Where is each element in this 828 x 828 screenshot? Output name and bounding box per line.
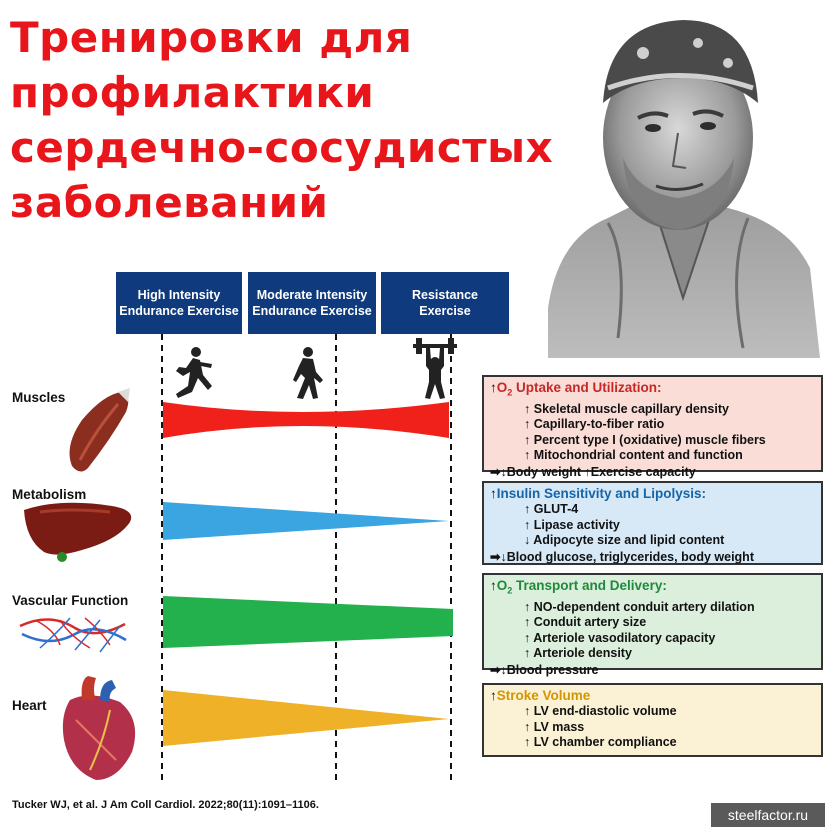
box-result: ➡↓Blood glucose, triglycerides, body weight	[490, 549, 754, 564]
box-item-text: Mitochondrial content and function	[533, 448, 743, 463]
title-line: заболеваний	[10, 178, 329, 227]
box-item	[490, 720, 815, 736]
arrow-icon: ↑	[524, 448, 531, 463]
box-title-text: O	[496, 578, 508, 593]
vessels-icon	[20, 618, 126, 652]
watermark: steelfactor.ru	[711, 803, 825, 827]
box-item-text: Adipocyte size and lipid content	[533, 533, 725, 548]
box-item-text: Skeletal muscle capillary density	[533, 401, 729, 416]
box-item-text: Percent type I (oxidative) muscle fibers	[533, 432, 766, 447]
box-item	[490, 433, 815, 449]
row-label-metabolism: Metabolism	[12, 487, 87, 502]
heart-icon	[63, 676, 135, 780]
title-line: Тренировки для	[10, 13, 413, 62]
box-item	[490, 615, 815, 631]
vascular-band	[163, 596, 453, 648]
arrow-icon: ↑	[524, 432, 531, 447]
up-arrow-icon: ↑	[490, 578, 497, 593]
box-title-text: Uptake and Utilization:	[512, 380, 662, 395]
box-item-text: Arteriole vasodilatory capacity	[533, 630, 716, 645]
box-item-text: Arteriole density	[533, 646, 632, 661]
box-item-text: LV mass	[533, 719, 585, 734]
stroke-volume-box	[482, 683, 823, 757]
box-item-text: Capillary-to-fiber ratio	[533, 417, 665, 432]
arrow-icon: ↑	[524, 646, 531, 661]
row-label-vascular: Vascular Function	[12, 593, 129, 608]
header-line: Endurance Exercise	[119, 304, 239, 318]
header-line: Resistance	[411, 288, 478, 302]
row-label-muscles: Muscles	[12, 390, 66, 405]
box-item-text: LV end-diastolic volume	[533, 704, 677, 718]
walker-icon	[293, 347, 323, 399]
box-item	[490, 735, 815, 751]
arrow-icon: ↑	[524, 502, 531, 516]
box-item	[490, 502, 815, 518]
liver-icon	[24, 503, 131, 562]
muscle-icon	[70, 388, 130, 472]
insulin-sensitivity-box	[482, 481, 823, 565]
box-title-sub: 2	[507, 585, 513, 596]
box-result: ➡↓Blood pressure	[490, 663, 599, 678]
up-arrow-icon: ↑	[490, 486, 497, 501]
box-item-text: LV chamber compliance	[533, 735, 677, 750]
box-item	[490, 646, 815, 662]
o2-uptake-box	[482, 375, 823, 480]
box-item	[490, 417, 815, 433]
box-title-text: O	[496, 380, 508, 395]
arrow-icon: ↑	[524, 719, 531, 734]
arrow-icon: ↑	[524, 517, 531, 532]
header-line: Moderate Intensity	[256, 288, 368, 302]
box-title-text: Insulin Sensitivity and Lipolysis:	[496, 486, 707, 501]
o2-transport-box	[482, 573, 823, 678]
box-item	[490, 600, 815, 616]
box-item-text: GLUT-4	[533, 502, 579, 516]
title-line: профилактики	[10, 68, 375, 117]
citation: Tucker WJ, et al. J Am Coll Cardiol. 2022;80(11):1091–1106.	[12, 799, 319, 811]
box-item	[490, 402, 815, 418]
arrow-icon: ↑	[524, 735, 531, 750]
row-label-heart: Heart	[12, 698, 47, 713]
box-item	[490, 448, 815, 464]
up-arrow-icon: ↑	[490, 380, 497, 395]
box-item-text: NO-dependent conduit artery dilation	[533, 599, 755, 614]
muscles-band	[163, 402, 449, 438]
arrow-icon: ↑	[524, 417, 531, 432]
box-title	[490, 485, 815, 502]
up-arrow-icon: ↑	[490, 688, 497, 703]
box-item-text: Conduit artery size	[533, 615, 647, 630]
box-item	[490, 518, 815, 534]
title-line: сердечно-сосудистых	[10, 123, 554, 172]
box-item-text: Lipase activity	[533, 517, 620, 532]
box-item	[490, 533, 815, 549]
arrow-icon: ↑	[524, 599, 531, 614]
arrow-icon: ↑	[524, 401, 531, 416]
metabolism-band	[163, 502, 449, 540]
header-line: High Intensity	[137, 288, 221, 302]
arrow-icon: ↑	[524, 615, 531, 630]
box-title-text: Stroke Volume	[496, 688, 591, 703]
arrow-icon: ↑	[524, 630, 531, 645]
box-title	[490, 577, 815, 600]
box-item	[490, 704, 815, 720]
heart-band	[163, 690, 449, 746]
box-title-sub: 2	[507, 387, 513, 398]
box-item	[490, 631, 815, 647]
header-line: Endurance Exercise	[252, 304, 372, 318]
box-result: ➡↓Body weight ↑Exercise capacity	[490, 465, 696, 480]
box-title-text: Transport and Delivery:	[512, 578, 667, 593]
arrow-icon: ↑	[524, 704, 531, 718]
box-title	[490, 687, 815, 704]
box-title	[490, 379, 815, 402]
runner-icon	[176, 347, 212, 398]
arrow-icon: ↓	[524, 533, 531, 548]
header-line: Exercise	[419, 304, 471, 318]
